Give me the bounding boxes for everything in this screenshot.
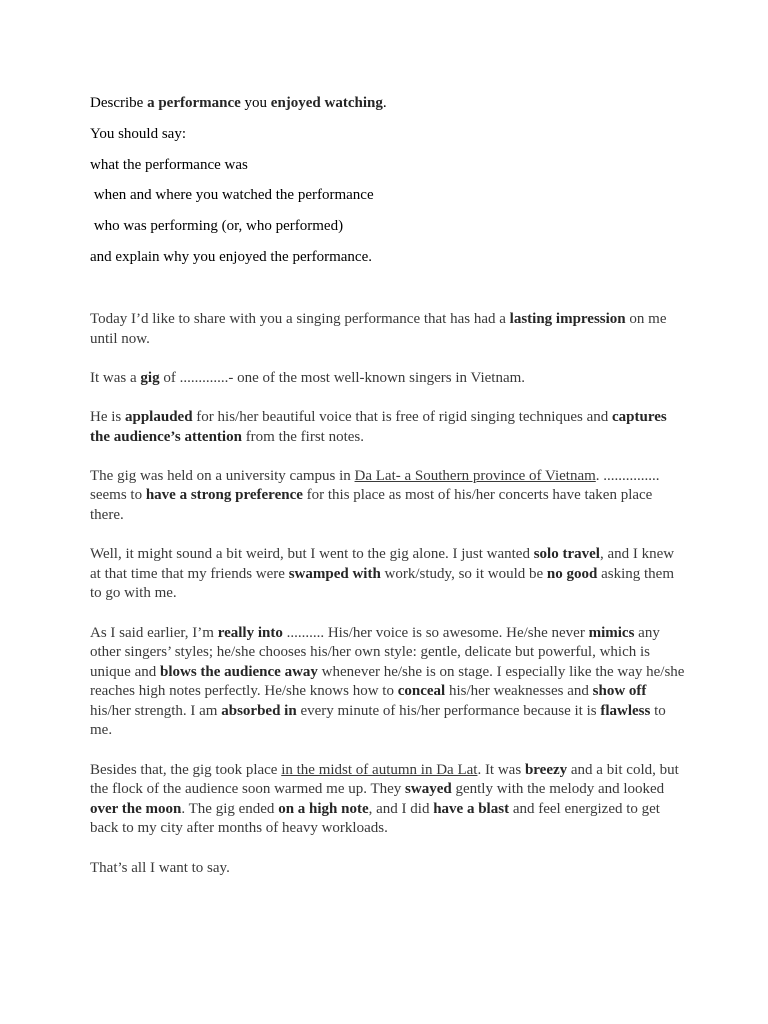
keyword: mimics [588, 624, 635, 641]
answer-paragraph [90, 408, 685, 447]
text: from the first notes. [241, 428, 364, 445]
text: and a bit cold, but the flock of the audience soon warmed me up. They [90, 761, 679, 798]
text: and feel energized to get back to my city after months of heavy workloads. [90, 800, 660, 837]
keyword: captures the audience’s attention [90, 408, 667, 445]
text: for his/her beautiful voice that is free of rigid singing techniques and [192, 408, 613, 425]
text: to me. [90, 702, 666, 739]
text: . ............... seems to [90, 467, 660, 504]
answer-paragraph [90, 761, 685, 839]
cue-card-line: You should say: [90, 125, 186, 142]
text: , and I knew at that time that my friends were [90, 546, 675, 582]
text: That’s all I want to say. [90, 859, 230, 876]
text: As I said earlier, I’m [90, 624, 218, 641]
keyword: gig [140, 369, 160, 386]
text: Well, it might sound a bit weird, but I went to the gig alone. I just wanted [90, 546, 534, 563]
text: whenever he/she is on stage. I especially like the way he/she reaches high notes perfectly. He/she knows how to [90, 663, 685, 700]
underlined-phrase: in the midst of autumn in Da Lat [281, 761, 478, 778]
keyword: show off [592, 683, 647, 700]
text: It was a [90, 369, 141, 386]
keyword: no good [546, 565, 598, 582]
keyword: solo travel [533, 546, 600, 563]
answer-paragraph [90, 369, 685, 389]
text: every minute of his/her performance because it is [296, 702, 601, 719]
text: , and I did [368, 800, 434, 817]
underlined-phrase: Da Lat- a Southern province of Vietnam [354, 467, 596, 484]
text: Describe [90, 95, 148, 111]
answer-paragraph [90, 467, 685, 526]
text: .......... His/her voice is so awesome. He/she never [282, 624, 589, 641]
keyword: over the moon [90, 800, 182, 817]
sample-answer [90, 310, 685, 898]
cue-card-line: and explain why you enjoyed the performance. [90, 248, 372, 265]
cue-card [90, 93, 387, 278]
answer-paragraph [90, 859, 685, 879]
text: for this place as most of his/her concerts have taken place there. [90, 487, 653, 523]
cue-card-line: who was performing (or, who performed) [90, 218, 344, 235]
keyword: really into [217, 624, 283, 641]
keyword: applauded [125, 408, 193, 425]
text: you [240, 95, 271, 111]
text: Today I’d like to share with you a singing performance that has had a [90, 311, 510, 327]
keyword: a performance [147, 95, 241, 111]
keyword: breezy [524, 761, 568, 778]
keyword: enjoyed watching [270, 95, 383, 111]
keyword: have a blast [433, 800, 510, 817]
text: . It was [477, 761, 525, 778]
text: asking them to go with me. [90, 565, 674, 602]
text: of .............- one of the most well-known singers in Vietnam. [159, 369, 526, 386]
keyword: conceal [397, 683, 446, 700]
keyword: swayed [405, 781, 452, 798]
keyword: lasting impression [509, 311, 626, 327]
text: . [382, 95, 387, 111]
keyword: absorbed in [221, 702, 297, 719]
text: gently with the melody and looked [451, 781, 665, 798]
keyword: flawless [600, 702, 651, 719]
cue-card-line: what the performance was [90, 156, 248, 173]
text: any other singers’ styles; he/she chooses his/her own style: gentle, delicate but powerful, which is unique and [90, 624, 660, 680]
text: his/her weaknesses and [445, 683, 593, 700]
text: his/her strength. I am [90, 702, 222, 719]
cue-card-line: when and where you watched the performance [90, 187, 374, 204]
text: The gig was held on a university campus in [90, 467, 355, 484]
text: . The gig ended [181, 800, 279, 817]
text: work/study, so it would be [380, 565, 547, 582]
answer-paragraph [90, 310, 685, 349]
text: He is [90, 408, 125, 425]
text: on me until now. [90, 311, 667, 347]
answer-paragraph [90, 545, 685, 604]
keyword: swamped with [288, 565, 381, 582]
text: Besides that, the gig took place [90, 761, 282, 778]
keyword: blows the audience away [159, 663, 318, 680]
answer-paragraph [90, 624, 685, 742]
keyword: on a high note [278, 800, 369, 817]
cue-card-title [90, 93, 387, 124]
keyword: have a strong preference [145, 487, 303, 504]
